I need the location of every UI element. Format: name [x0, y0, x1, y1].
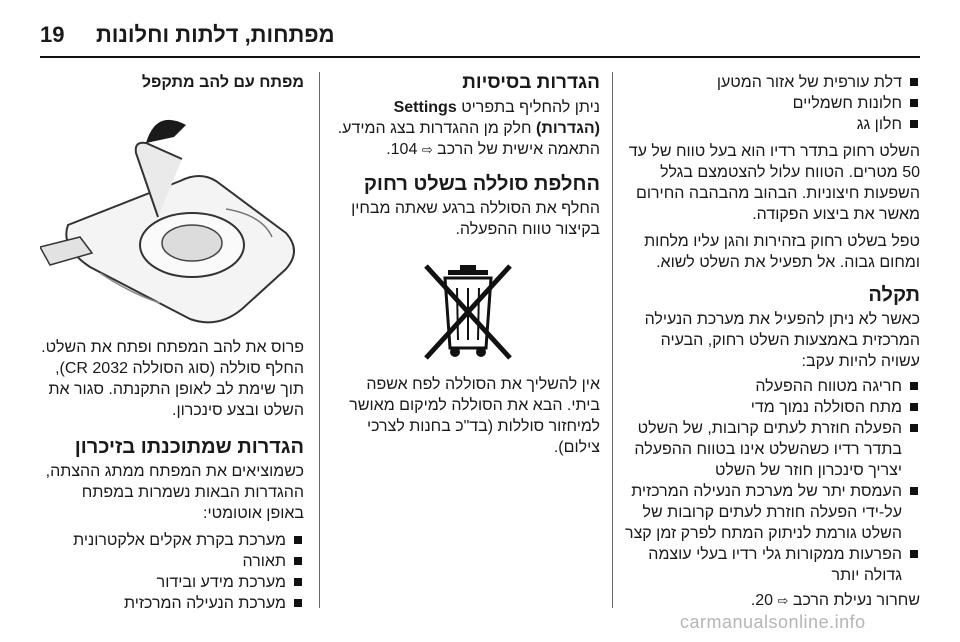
release-page-ref[interactable]: 20: [755, 592, 774, 609]
list-item: חלון גג: [624, 114, 920, 135]
settings-menu-name: Settings (הגדרות): [393, 99, 600, 137]
list-item: מתח הסוללה נמוך מדי: [624, 397, 920, 418]
remote-functions-list: [624, 72, 920, 135]
left-column: [40, 72, 304, 614]
list-item: הפרעות ממקורות גלי רדיו בעלי עוצמה גדולה יותר: [624, 544, 920, 586]
ref-arrow-icon: ⇨: [777, 593, 789, 608]
fault-intro: כאשר לא ניתן להפעיל את מערכת הנעילה המרכזית באמצעות השלט רחוק, הבעיה עשויה להיות עקב:: [644, 311, 920, 370]
list-item: תאורה: [40, 551, 304, 572]
care-paragraph: טפל בשלט רחוק בזהירות והגן עליו מלחות ומחום גבוה. אל תפעיל את השלט לשוא.: [644, 233, 920, 271]
basic-settings-prefix: ניתן להחליף בתפריט: [461, 99, 600, 116]
list-item: מערכת מידע ובידור: [40, 572, 304, 593]
list-item: חלונות חשמליים: [624, 93, 920, 114]
folding-key-heading: מפתח עם להב מתקפל: [141, 74, 304, 91]
middle-column: [336, 72, 600, 458]
battery-text: החלף את הסוללה ברגע שאתה מבחין בקיצור טווח ההפעלה.: [351, 200, 600, 238]
basic-settings-page-ref[interactable]: 104: [390, 141, 418, 158]
column-divider-left: [319, 72, 320, 608]
crossed-bin-icon: [336, 262, 600, 360]
page-header: [40, 12, 920, 58]
memory-settings-heading: הגדרות שמתוכנתו בזיכרון: [74, 436, 304, 458]
site-watermark: carmanualsonline.info: [680, 612, 866, 632]
page-title: מפתחות, דלתות וחלונות: [96, 22, 335, 47]
list-item: מערכת הנעילה המרכזית: [40, 593, 304, 614]
folding-key-battery-illustration: [40, 97, 304, 327]
memory-intro: כשמוציאים את המפתח ממתג ההצתה, ההגדרות הבאות נשמרות במפתח באופן אוטומטי:: [45, 463, 304, 522]
page-number: 19: [40, 22, 65, 47]
disposal-text: אין להשליך את הסוללה לפח אשפה ביתי. הבא את הסוללה למיקום מאושר למיחזור סוללות (בד"כ בחנות לצרכי צילום).: [349, 376, 600, 456]
basic-settings-text: ניתן להחליף בתפריט Settings (הגדרות) חלק מן ההגדרות בצג המידע. התאמה אישית של הרכב ⇨ 104.: [337, 99, 600, 158]
basic-settings-heading: הגדרות בסיסיות: [462, 72, 600, 93]
basic-settings-rest: חלק מן ההגדרות בצג המידע. התאמה אישית של הרכב: [337, 120, 600, 158]
memory-items-list: [40, 530, 304, 614]
release-text: שחרור נעילת הרכב: [792, 592, 920, 609]
folding-key-text: פרוס את להב המפתח ופתח את השלט. החלף סוללה (סוג הסוללה CR 2032), תוך שימת לב לאופן התקנתה. סגור את השלט ובצע סינכרון.: [41, 339, 304, 419]
list-item: חריגה מטווח ההפעלה: [624, 376, 920, 397]
list-item: העמסת יתר של מערכת הנעילה המרכזית על-ידי הפעלה חוזרת לעתים קרובות של השלט גורמת לניתוק המתח לפרק זמן קצר: [624, 481, 920, 544]
column-divider-right: [612, 72, 613, 608]
fault-causes-list: [624, 376, 920, 586]
list-item: מערכת בקרת אקלים אלקטרונית: [40, 530, 304, 551]
list-item: הפעלה חוזרת לעתים קרובות, של השלט בתדר רדיו כשהשלט אינו בטווח ההפעלה יצריך סינכרון חוזר של השלט: [624, 418, 920, 481]
list-item: דלת עורפית של אזור המטען: [624, 72, 920, 93]
range-paragraph: השלט רחוק בתדר רדיו הוא בעל טווח של עד 50 מטרים. הטווח עלול להצטמצם בגלל השפעות חיצוניות. הבהוב מהבהבה החירום מאשר את ביצוע הפקודה.: [628, 143, 920, 223]
battery-heading: החלפת סוללה בשלט רחוק: [363, 173, 600, 195]
release-reference: שחרור נעילת הרכב ⇨ 20.: [750, 592, 920, 609]
fault-heading: תקלה: [868, 284, 920, 306]
right-column: [624, 72, 920, 611]
ref-arrow-icon: ⇨: [421, 142, 433, 157]
